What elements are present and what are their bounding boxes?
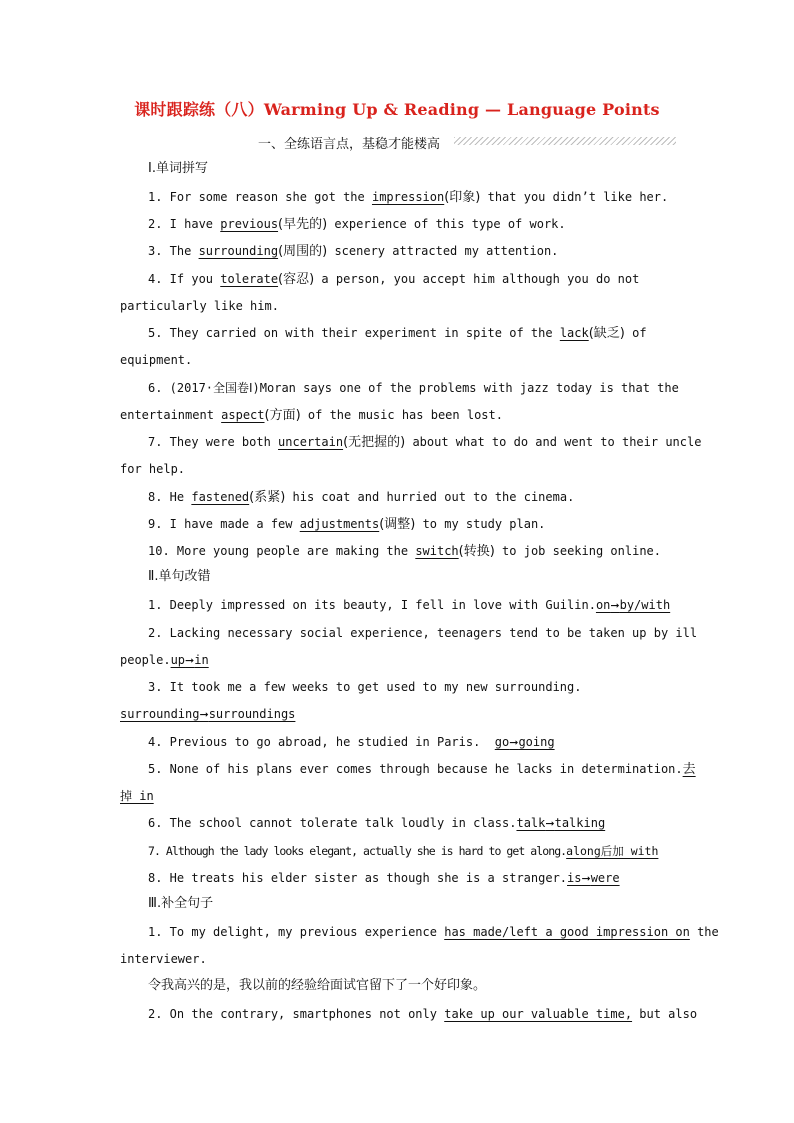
exercise-1-4-cont: particularly like him.	[120, 299, 279, 313]
answer: go➞going	[494, 735, 555, 749]
exercise-2-4: 4. Previous to go abroad, he studied in Paris. go➞going	[148, 735, 555, 749]
part-heading: 一、全练语言点，基稳才能楼高	[258, 137, 441, 152]
exercise-1-7-cont: for help.	[120, 462, 186, 476]
answer: on➞by/with	[595, 598, 671, 612]
answer: previous	[220, 217, 279, 231]
answer: talk➞talking	[516, 816, 606, 830]
answer: along后加 with	[566, 844, 659, 858]
answer: up➞in	[170, 653, 209, 667]
exercise-1-9: 9. I have made a few adjustments(调整) to my study plan.	[148, 517, 546, 532]
answer: aspect	[221, 408, 265, 422]
answer: 掉 in	[120, 789, 154, 803]
exercise-1-4: 4. If you tolerate(容忍) a person, you accept him although you do not	[148, 272, 640, 287]
exercise-1-3: 3. The surrounding(周围的) scenery attracted my attention.	[148, 244, 559, 259]
section-heading-2: Ⅱ.单句改错	[148, 569, 211, 584]
answer: switch	[415, 544, 459, 558]
exercise-2-5-cont	[120, 788, 154, 804]
exercise-1-2: 2. I have previous(早先的) experience of this type of work.	[148, 217, 566, 232]
exercise-1-5-cont: equipment.	[120, 353, 193, 367]
answer: surrounding➞surroundings	[120, 707, 296, 721]
exercise-2-5: 5. None of his plans ever comes through because he lacks in determination.去	[148, 762, 696, 777]
exercise-2-8: 8. He treats his elder sister as though she is a stranger.is➞were	[148, 871, 620, 885]
exercise-2-6: 6. The school cannot tolerate talk loudly in class.talk➞talking	[148, 816, 606, 830]
exercise-2-2: 2. Lacking necessary social experience, teenagers tend to be taken up by ill	[148, 626, 698, 640]
answer: surrounding	[198, 244, 279, 258]
exercise-1-7: 7. They were both uncertain(无把握的) about what to do and went to their uncle	[148, 435, 702, 450]
exercise-2-7: 7. Although the lady looks elegant, actually she is hard to get along.along后加 with	[148, 844, 659, 858]
exercise-2-3-answer	[120, 706, 295, 723]
exercise-1-6: 6. (2017·全国卷Ⅰ)Moran says one of the problems with jazz today is that the	[148, 381, 679, 395]
answer: take up our valuable time,	[444, 1007, 633, 1021]
exercise-1-1: 1. For some reason she got the impression(印象) that you didn’t like her.	[148, 190, 669, 205]
exercise-2-3: 3. It took me a few weeks to get used to my new surrounding.	[148, 680, 582, 694]
arrow-icon: ➞	[185, 654, 195, 667]
arrow-icon: ➞	[545, 817, 555, 830]
exercise-1-6-cont: entertainment aspect(方面) of the music has been lost.	[120, 408, 503, 423]
answer: has made/left a good impression on	[444, 925, 690, 939]
exercise-3-1-translation: 令我高兴的是，我以前的经验给面试官留下了一个好印象。	[148, 978, 487, 993]
answer: impression	[371, 190, 445, 204]
decorative-hatch	[454, 137, 676, 145]
exercise-1-5: 5. They carried on with their experiment in spite of the lack(缺乏) of	[148, 326, 647, 341]
answer: lack	[559, 326, 589, 340]
exercise-2-2-cont: people.up➞in	[120, 653, 209, 667]
answer: uncertain	[278, 435, 344, 449]
page-title: 课时跟踪练（八）Warming Up & Reading — Language Points	[134, 100, 660, 119]
arrow-icon: ➞	[509, 736, 519, 749]
arrow-icon: ➞	[610, 599, 620, 612]
answer: adjustments	[299, 517, 380, 531]
exercise-1-8: 8. He fastened(系紧) his coat and hurried out to the cinema.	[148, 490, 575, 505]
exercise-3-1-cont: interviewer.	[120, 952, 207, 966]
exercise-3-1: 1. To my delight, my previous experience has made/left a good impression on the	[148, 925, 719, 939]
answer: tolerate	[220, 272, 279, 286]
answer: 去	[682, 762, 696, 777]
arrow-icon: ➞	[199, 708, 209, 721]
exercise-3-2: 2. On the contrary, smartphones not only take up our valuable time, but also	[148, 1007, 698, 1021]
section-heading-1: Ⅰ.单词拼写	[148, 161, 208, 176]
section-heading-3: Ⅲ.补全句子	[148, 896, 214, 911]
exercise-1-10: 10. More young people are making the switch(转换) to job seeking online.	[148, 544, 661, 559]
exercise-2-1: 1. Deeply impressed on its beauty, I fell in love with Guilin.on➞by/with	[148, 598, 671, 612]
arrow-icon: ➞	[581, 872, 591, 885]
answer: is➞were	[567, 871, 620, 885]
answer: fastened	[191, 490, 250, 504]
